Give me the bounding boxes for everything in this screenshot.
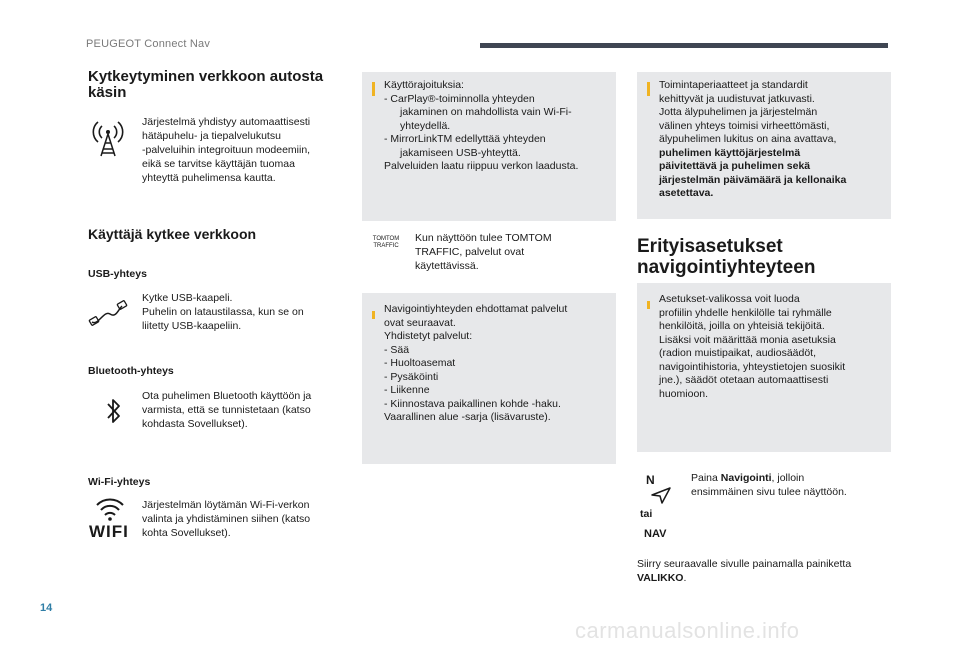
text-line: Vaarallinen alue -sarja (lisävaruste). <box>384 411 551 423</box>
text-line <box>691 471 847 485</box>
text-line: Navigointiyhteyden ehdottamat palvelut <box>384 303 568 315</box>
text-line: Kun näyttöön tulee TOMTOM <box>415 232 552 244</box>
text-line: kehittyvät ja uudistuvat jatkuvasti. <box>659 92 815 105</box>
info-box-services <box>362 293 616 464</box>
text-span: Paina <box>691 472 721 484</box>
text-line: Palveluiden laatu riippuu verkon laadusta. <box>384 160 579 172</box>
bluetooth-icon <box>104 396 124 426</box>
info-accent <box>372 311 375 319</box>
nav-button-label: NAV <box>644 528 667 540</box>
section-title-auto-connect <box>88 69 323 101</box>
text-line: asetettava. <box>659 187 714 199</box>
text-line: Siirry seuraavalle sivulle painamalla painiketta <box>637 558 852 570</box>
tomtom-traffic-logo: TOMTOM TRAFFIC <box>372 236 400 249</box>
text-line: huomioon. <box>659 387 709 400</box>
info-box-usage-limits <box>362 72 616 221</box>
text-line: välinen yhteys toimisi virheettömästi, <box>659 119 830 132</box>
text-line: - Pysäköinti <box>384 370 439 383</box>
text-span: . <box>683 572 687 584</box>
title-line: käsin <box>88 84 127 101</box>
text-line: järjestelmän päivämäärä ja kellonaika <box>659 173 847 186</box>
text-line: Asetukset-valikossa voit luoda <box>659 293 800 305</box>
text-line: Kytke USB-kaapeli. <box>142 292 233 304</box>
text-line: (radion muistipaikat, audiosäädöt, <box>659 347 817 359</box>
text-line: Toimintaperiaatteet ja standardit <box>659 79 808 91</box>
antenna-icon <box>90 118 126 158</box>
bluetooth-text <box>142 389 311 431</box>
text-line: - Sää <box>384 343 410 356</box>
or-label: tai <box>640 508 653 520</box>
wifi-text <box>142 498 310 540</box>
info-box-settings <box>637 283 891 452</box>
text-line: kohdasta Sovellukset). <box>142 418 248 430</box>
title-line: Kytkeytyminen verkkoon autosta <box>88 68 324 85</box>
text-line: henkilöitä, joilla on yhteisiä tekijöitä. <box>659 320 825 332</box>
manual-header: PEUGEOT Connect Nav <box>86 38 211 50</box>
text-line: hätäpuhelu- ja tiepalvelukutsu <box>142 130 281 142</box>
usb-text <box>142 291 304 333</box>
navigation-arrow-icon <box>650 486 672 504</box>
info-box-principles <box>637 72 891 219</box>
nav-n-label: N <box>646 473 655 487</box>
text-line: älypuhelimen lukitus on aina avattava, <box>659 133 837 145</box>
text-line: liitetty USB-kaapeliin. <box>142 320 242 332</box>
section-title-user-connect: Käyttäjä kytkee verkkoon <box>88 226 257 242</box>
text-line: Ota puhelimen Bluetooth käyttöön ja <box>142 390 312 402</box>
wifi-icon <box>94 496 126 522</box>
text-line: eikä se tarvitse käyttäjän tuomaa <box>142 158 295 170</box>
press-navigation-text <box>691 471 847 499</box>
text-line: - Huoltoasemat <box>384 357 456 369</box>
text-line: profiilin yhdelle henkilölle tai ryhmälle <box>659 306 832 319</box>
title-line: Erityisasetukset <box>637 236 783 257</box>
next-page-text <box>637 557 851 585</box>
text-line: varmista, että se tunnistetaan (katso <box>142 404 311 416</box>
title-line: navigointiyhteyteen <box>637 257 816 278</box>
text-line: Puhelin on lataustilassa, kun se on <box>142 306 304 318</box>
text-line: - CarPlay®-toiminnolla yhteyden <box>384 92 535 105</box>
section-title-special-settings <box>637 236 815 278</box>
text-line: - Liikenne <box>384 384 430 396</box>
text-line: ensimmäinen sivu tulee näyttöön. <box>691 486 847 498</box>
text-line: Yhdistetyt palvelut: <box>384 330 473 342</box>
text-line: Järjestelmä yhdistyy automaattisesti <box>142 116 311 128</box>
text-span-bold: Navigointi <box>720 472 772 484</box>
text-span: , jolloin <box>771 472 805 484</box>
text-line: - MirrorLinkTM edellyttää yhteyden <box>384 133 546 145</box>
text-line: Jotta älypuhelimen ja järjestelmän <box>659 106 818 118</box>
text-line: jakamiseen USB-yhteyttä. <box>400 146 521 159</box>
text-line: käytettävissä. <box>415 260 479 272</box>
text-line: yhteyttä puhelimensa kautta. <box>142 172 276 184</box>
page-number: 14 <box>40 602 53 614</box>
text-span-bold: VALIKKO <box>637 572 684 584</box>
wifi-label: WIFI <box>89 522 129 541</box>
watermark: carmanualsonline.info <box>575 618 800 643</box>
text-line: jakaminen on mahdollista vain Wi-Fi- <box>400 106 572 118</box>
text-line: puhelimen käyttöjärjestelmä <box>659 146 801 159</box>
text-line: valinta ja yhdistäminen siihen (katso <box>142 513 311 525</box>
text-line: päivitettävä ja puhelimen sekä <box>659 160 811 172</box>
text-line <box>637 571 851 585</box>
text-line: TRAFFIC, palvelut ovat <box>415 246 525 258</box>
header-bar <box>480 43 888 48</box>
text-line: Lisäksi voit määrittää monia asetuksia <box>659 333 836 346</box>
text-line: - Kiinnostava paikallinen kohde -haku. <box>384 397 561 410</box>
usb-cable-icon <box>88 300 128 328</box>
text-line: ovat seuraavat. <box>384 316 456 329</box>
info-accent <box>647 82 650 96</box>
wifi-title: Wi-Fi-yhteys <box>88 476 151 488</box>
info-accent <box>372 82 375 96</box>
text-line: jne.), säädöt otetaan automaattisesti <box>659 374 829 386</box>
usb-title: USB-yhteys <box>88 268 147 280</box>
text-line: yhteydellä. <box>400 119 451 132</box>
tomtom-text <box>415 231 552 273</box>
text-line: -palveluihin integroituun modeemiin, <box>142 144 311 156</box>
text-line: kohta Sovellukset). <box>142 527 231 539</box>
info-accent <box>647 301 650 309</box>
text-line: navigointihistoria, yhteystietojen suosikit <box>659 360 846 373</box>
text-line: Käyttörajoituksia: <box>384 79 464 91</box>
text-line: Järjestelmän löytämän Wi-Fi-verkon <box>142 499 310 511</box>
auto-connect-text <box>142 115 310 185</box>
bluetooth-title: Bluetooth-yhteys <box>88 365 174 377</box>
